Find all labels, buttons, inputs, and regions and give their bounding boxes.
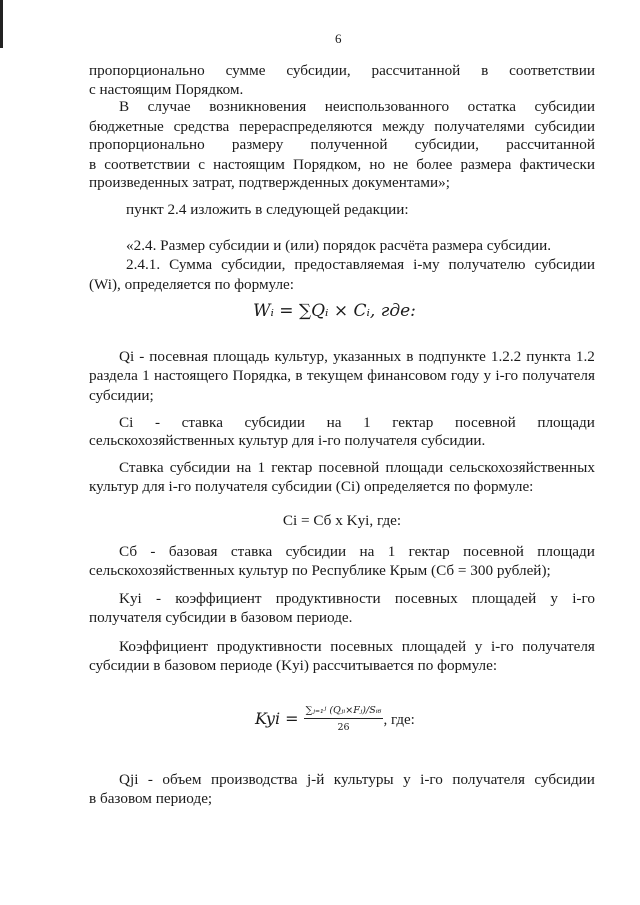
word: получателю <box>448 256 526 273</box>
word: субсидии <box>534 771 595 788</box>
word: средства <box>173 118 230 135</box>
word: культур, <box>274 348 328 365</box>
text-line: сельскохозяйственных культур по Республике Крым (Сб = 300 рублей); <box>89 562 551 579</box>
word: соответствии <box>509 62 595 79</box>
word: субсидии <box>534 118 595 135</box>
word: В <box>119 98 130 115</box>
word: более <box>416 156 453 173</box>
word: на <box>236 459 252 476</box>
word: i-го <box>572 590 595 607</box>
word: в <box>481 62 489 79</box>
text-line: (Wi), определяется по формуле: <box>89 276 295 293</box>
word: продуктивности <box>275 590 381 607</box>
word: площади <box>537 543 595 560</box>
word: получателя <box>452 771 525 788</box>
formula-kyi-lhs: Kyi = <box>255 709 299 728</box>
formula-kyi-denominator: 26 <box>337 722 350 733</box>
word: 1 <box>257 459 266 476</box>
text-line <box>119 770 595 790</box>
word: - <box>150 543 156 560</box>
word: указанных <box>332 348 402 365</box>
word: субсидии <box>169 459 231 476</box>
word: Сб <box>119 543 138 560</box>
word: Ставка <box>119 459 164 476</box>
text-line <box>89 117 595 137</box>
word: у <box>474 638 483 655</box>
word: ставка <box>181 414 223 431</box>
word: пропорционально <box>89 136 205 153</box>
text-line <box>119 97 595 117</box>
word: сельскохозяйственных <box>449 459 595 476</box>
text-line <box>89 366 595 386</box>
word: площадь <box>213 348 270 365</box>
word: но <box>369 156 386 173</box>
word: посевной <box>463 543 524 560</box>
word: гектар <box>271 459 313 476</box>
text-line: произведенных затрат, подтвержденных документами»; <box>89 174 450 191</box>
word: субсидии, <box>414 136 479 153</box>
text-line <box>119 458 595 478</box>
text-line <box>89 61 595 81</box>
word: продуктивности <box>216 638 322 655</box>
word: текущем <box>306 367 363 384</box>
word: посевной <box>454 414 516 431</box>
word: в <box>406 348 414 365</box>
word: раздела <box>89 367 138 384</box>
word: площади <box>385 459 444 476</box>
word: получателя <box>522 367 595 384</box>
word: рассчитанной <box>371 62 461 79</box>
formula-kyi-numerator: ∑ⱼ₌₁ʲ (Qⱼᵢ×Fⱼ)/Sᵢ₆ <box>304 705 384 719</box>
text-line: культур для i-го получателя субсидии (Ci) определяется по формуле: <box>89 478 534 495</box>
word: размера <box>460 156 512 173</box>
word: i-го <box>420 771 443 788</box>
word: субсидии, <box>286 62 351 79</box>
word: настоящего <box>154 367 229 384</box>
formula-kyi-fraction <box>304 705 384 734</box>
word: субсидии <box>285 543 347 560</box>
word: посевная <box>149 348 209 365</box>
word: соответствии <box>104 156 191 173</box>
word: Qji <box>119 771 139 788</box>
word: рассчитанной <box>506 136 595 153</box>
word: 1.2 <box>575 348 595 365</box>
word: остатка <box>467 98 516 115</box>
word: Сумма <box>169 256 213 273</box>
word: возникновения <box>209 98 307 115</box>
word: полученной <box>310 136 388 153</box>
word: Порядком, <box>293 156 362 173</box>
formula-w <box>253 301 416 321</box>
word: на <box>359 543 375 560</box>
text-line <box>119 347 595 367</box>
word: гектар <box>392 414 434 431</box>
formula-w-expression: Wᵢ = ∑Qᵢ × Cᵢ, где: <box>253 301 416 321</box>
text-line: с настоящим Порядком. <box>89 81 244 98</box>
word: - <box>147 771 153 788</box>
page-number: 6 <box>335 31 342 46</box>
text-line <box>119 637 595 657</box>
text-line: сельскохозяйственных культур для i-го получателя субсидии. <box>89 432 486 449</box>
text-line <box>119 589 595 609</box>
word: не <box>393 156 409 173</box>
word: посевных <box>330 638 394 655</box>
word: - <box>155 590 162 607</box>
word: i-го <box>490 638 514 655</box>
word: j-й <box>306 771 325 788</box>
formula-kyi-suffix: , где: <box>383 712 415 728</box>
word: получателями <box>434 118 525 135</box>
scan-edge-mark <box>0 0 3 48</box>
word: i-му <box>413 256 440 273</box>
text-line <box>119 413 595 433</box>
text-line: субсидии; <box>89 387 154 404</box>
word: 1 <box>142 367 150 384</box>
text-line: пункт 2.4 изложить в следующей редакции: <box>126 201 409 218</box>
word: в <box>295 367 303 384</box>
word: на <box>326 414 342 431</box>
word: между <box>382 118 425 135</box>
word: настоящим <box>213 156 285 173</box>
word: 2.4.1. <box>126 256 161 273</box>
word: 1 <box>387 543 396 560</box>
word: субсидии <box>534 98 595 115</box>
word: субсидии <box>244 414 306 431</box>
word: неиспользованного <box>324 98 450 115</box>
word: объем <box>162 771 202 788</box>
word: финансовом <box>367 367 447 384</box>
word: производства <box>211 771 298 788</box>
word: - <box>154 414 160 431</box>
word: субсидии <box>534 256 595 273</box>
word: 1 <box>363 414 371 431</box>
word: 1.2.2 <box>490 348 522 365</box>
word: у <box>403 771 411 788</box>
word: Ci <box>119 414 134 431</box>
word: культуры <box>333 771 394 788</box>
word: Коэффициент <box>119 638 209 655</box>
text-line: получателя субсидии в базовом периоде. <box>89 609 353 626</box>
word: получателя <box>522 638 595 655</box>
word: коэффициент <box>175 590 262 607</box>
word: пункта <box>526 348 571 365</box>
word: субсидии, <box>221 256 286 273</box>
word: i-го <box>495 367 519 384</box>
word: гектар <box>408 543 450 560</box>
word: посевных <box>394 590 458 607</box>
word: базовая <box>168 543 218 560</box>
word: пропорционально <box>89 62 205 79</box>
word: фактически <box>519 156 595 173</box>
word: у <box>483 367 492 384</box>
word: у <box>550 590 558 607</box>
text-line: субсидии в базовом периоде (Kyi) рассчитывается по формуле: <box>89 657 498 674</box>
word: площадей <box>471 590 537 607</box>
word: сумме <box>225 62 266 79</box>
text-line: «2.4. Размер субсидии и (или) порядок расчёта размера субсидии. <box>126 237 552 254</box>
word: площади <box>537 414 595 431</box>
text-line <box>89 135 595 155</box>
word: Qi <box>119 348 135 365</box>
text-line <box>119 542 595 562</box>
word: ставка <box>230 543 273 560</box>
text-line <box>126 255 595 275</box>
word: перераспределяются <box>239 118 373 135</box>
word: размеру <box>231 136 284 153</box>
word: посевной <box>318 459 380 476</box>
word: году <box>450 367 480 384</box>
word: в <box>89 156 97 173</box>
text-line: Ci = Сб х Kyi, где: <box>282 512 402 529</box>
word: Kyi <box>119 590 142 607</box>
word: предоставляемая <box>294 256 405 273</box>
formula-kyi <box>255 705 415 734</box>
word: подпункте <box>418 348 486 365</box>
text-line <box>89 155 595 175</box>
word: бюджетные <box>89 118 164 135</box>
word: с <box>198 156 205 173</box>
word: Порядка, <box>232 367 292 384</box>
word: случае <box>147 98 191 115</box>
word: площадей <box>401 638 467 655</box>
text-line: в базовом периоде; <box>89 790 213 807</box>
word: - <box>139 348 145 365</box>
